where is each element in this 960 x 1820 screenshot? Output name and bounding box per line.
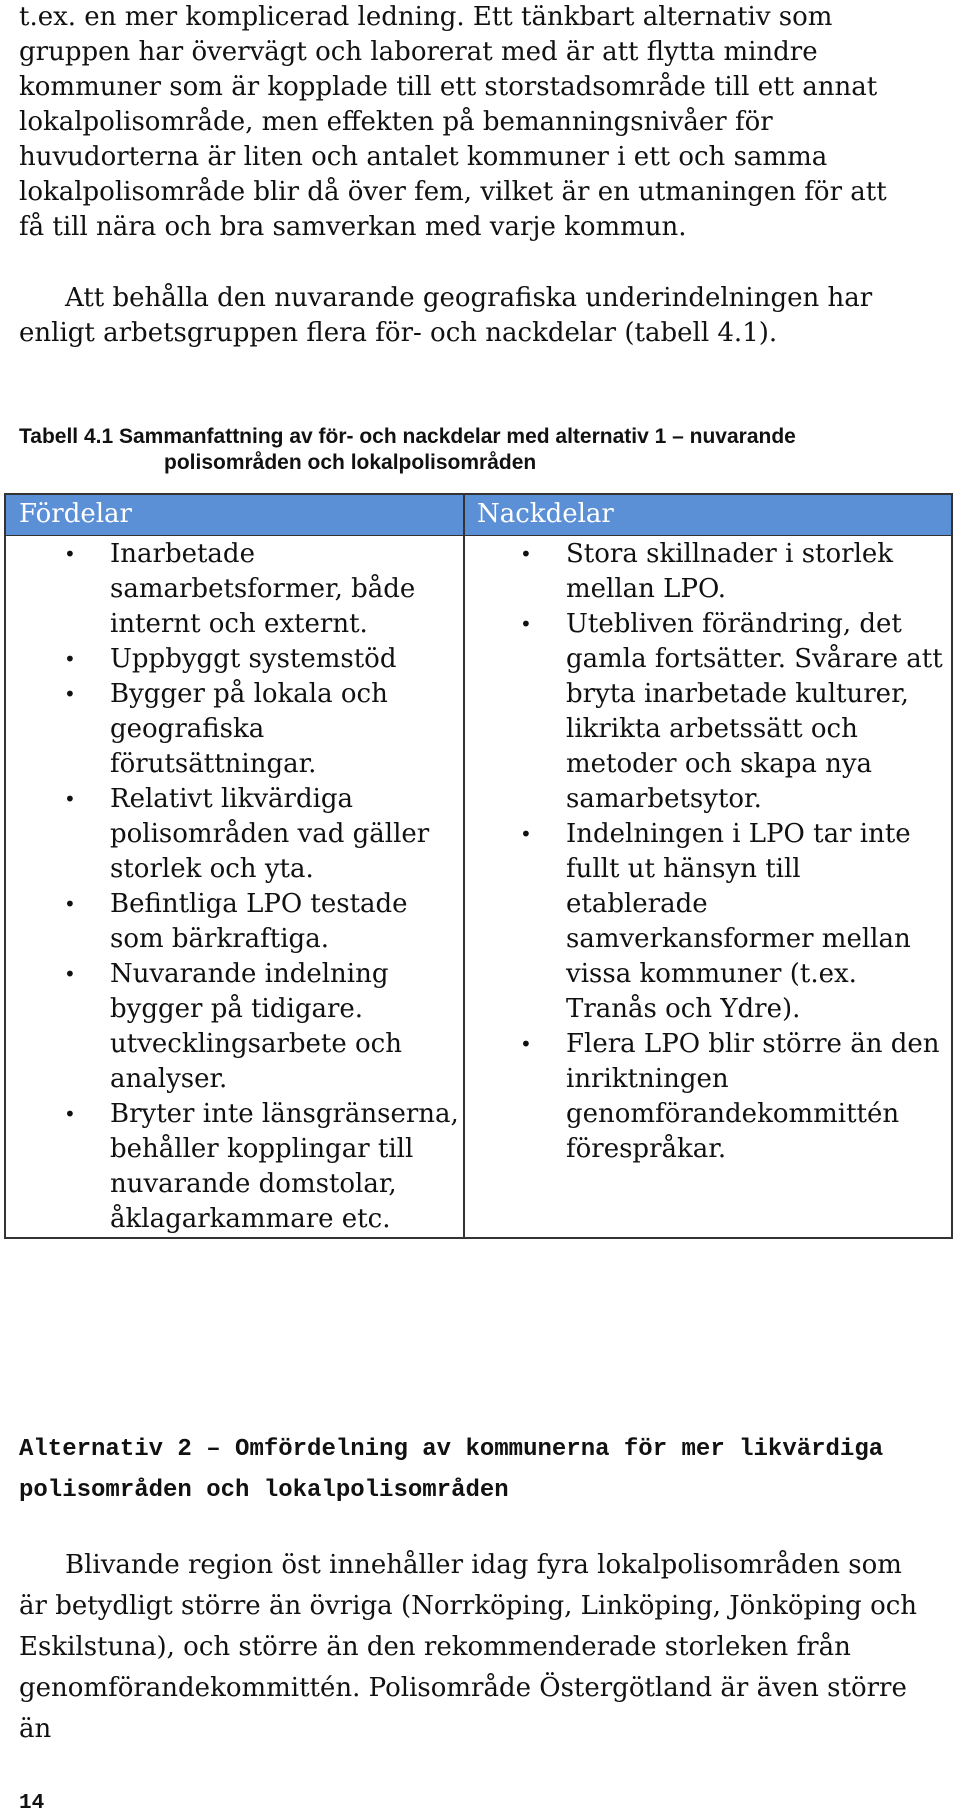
bullet-icon: • — [64, 542, 76, 566]
list-item-text: Nuvarande indelning bygger på tidigare. utvecklingsarbete och analyser. — [110, 959, 402, 1094]
bullet-icon: • — [520, 1032, 532, 1056]
advantages-list — [64, 537, 459, 1237]
list-item — [520, 537, 945, 607]
bullet-icon: • — [64, 1102, 76, 1126]
list-item — [64, 677, 459, 782]
list-item-text: Flera LPO blir större än den inriktningen genomförandekommittén förespråkar. — [566, 1029, 940, 1164]
list-item — [64, 642, 459, 677]
list-item — [520, 1027, 945, 1167]
body-paragraph: Att behålla den nuvarande geografiska underindelningen har enligt arbetsgruppen flera för- och nackdelar (tabell 4.1). — [19, 283, 873, 348]
list-item-text: Bryter inte länsgränserna, behåller kopplingar till nuvarande domstolar, åklagarkammare etc. — [110, 1099, 459, 1234]
table-caption-line: polisområden och lokalpolisområden — [164, 451, 537, 474]
list-item-text: Inarbetade samarbetsformer, både internt och externt. — [110, 539, 416, 639]
list-item — [64, 957, 459, 1097]
list-item — [64, 887, 459, 957]
list-item-text: Relativt likvärdiga polisområden vad gäller storlek och yta. — [110, 784, 430, 884]
list-item-text: Befintliga LPO testade som bärkraftiga. — [110, 889, 408, 954]
list-item-text: Utebliven förändring, det gamla fortsätter. Svårare att bryta inarbetade kulturer, likrikta arbetssätt och metoder och skapa nya samarbetsytor. — [566, 609, 943, 814]
table-caption — [19, 424, 919, 476]
list-item — [520, 607, 945, 817]
bullet-icon: • — [520, 542, 532, 566]
table-column-divider — [463, 495, 465, 1237]
section-heading: Alternativ 2 – Omfördelning av kommunerna för mer likvärdiga polisområden och lokalpolisområden — [19, 1436, 884, 1504]
bullet-icon: • — [64, 892, 76, 916]
table-header-advantages: Fördelar — [19, 499, 132, 529]
bullet-icon: • — [64, 647, 76, 671]
body-paragraph: Blivande region öst innehåller idag fyra lokalpolisområden som är betydligt större än övriga (Norrköping, Linköping, Jönköping och Eskilstuna), och större än den rekommenderade storleken från genomförandekommittén. Polisområde Östergötland är även större än — [19, 1550, 918, 1744]
list-item — [64, 782, 459, 887]
bullet-icon: • — [520, 822, 532, 846]
table-header-disadvantages: Nackdelar — [477, 499, 614, 529]
list-item — [520, 817, 945, 1027]
list-item — [64, 1097, 459, 1237]
bullet-icon: • — [64, 962, 76, 986]
bullet-icon: • — [64, 682, 76, 706]
bullet-icon: • — [64, 787, 76, 811]
list-item — [64, 537, 459, 642]
pros-cons-table — [4, 493, 953, 1239]
list-item-text: Bygger på lokala och geografiska förutsättningar. — [110, 679, 388, 779]
body-paragraph: t.ex. en mer komplicerad ledning. Ett tänkbart alternativ som gruppen har övervägt och laborerat med är att flytta mindre kommuner som är kopplade till ett storstadsområde till ett annat lokalpolisområde, men effekten på bemanningsnivåer för huvudorterna är liten och antalet kommuner i ett och samma lokalpolisområde blir då över fem, vilket är en utmaningen för att få till nära och bra samverkan med varje kommun. — [19, 2, 887, 242]
table-caption-line: Tabell 4.1 Sammanfattning av för- och nackdelar med alternativ 1 – nuvarande — [19, 425, 796, 448]
bullet-icon: • — [520, 612, 532, 636]
page-number: 14 — [19, 1792, 45, 1815]
list-item-text: Stora skillnader i storlek mellan LPO. — [566, 539, 894, 604]
list-item-text: Indelningen i LPO tar inte fullt ut hänsyn till etablerade samverkansformer mellan vissa kommuner (t.ex. Tranås och Ydre). — [566, 819, 911, 1024]
disadvantages-list — [520, 537, 945, 1167]
list-item-text: Uppbyggt systemstöd — [110, 644, 397, 674]
